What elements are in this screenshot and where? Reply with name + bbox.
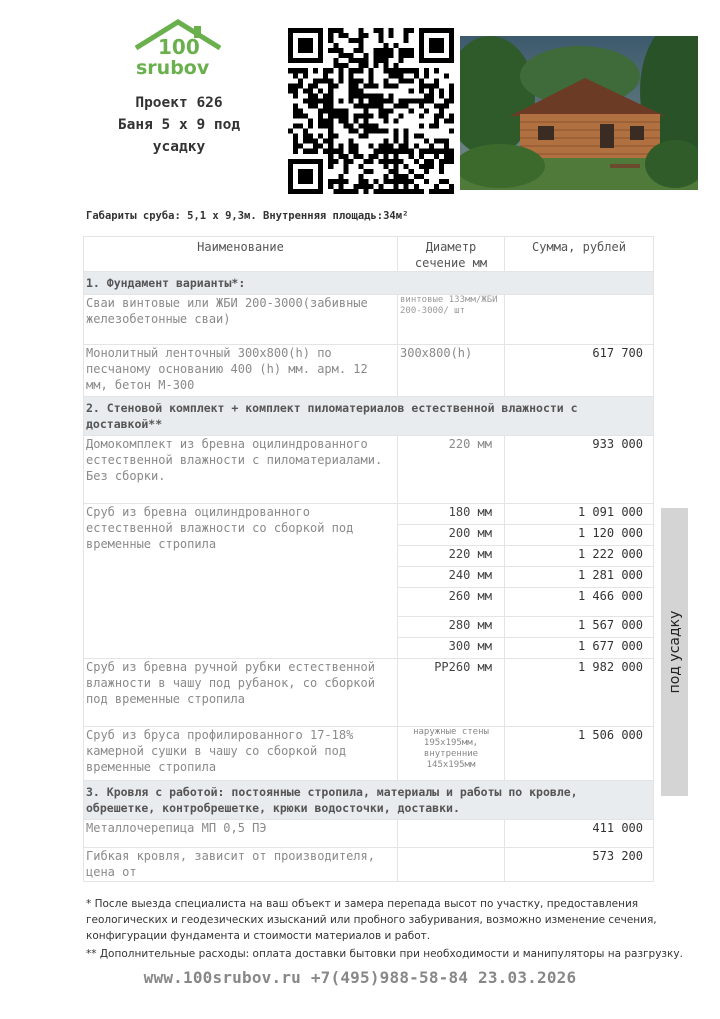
item-diameter <box>398 848 505 882</box>
side-label: под усадку <box>666 610 683 694</box>
footer-contacts: www.100srubov.ru +7(495)988-58-84 23.03.2026 <box>143 968 577 987</box>
item-sum: 1 120 000 <box>505 525 654 546</box>
header-name: Наименование <box>84 237 398 272</box>
table-row <box>84 820 654 848</box>
header-sum: Сумма, рублей <box>505 237 654 272</box>
item-diameter: 260 мм <box>398 588 505 617</box>
header-diameter: Диаметр сечение мм <box>398 237 505 272</box>
item-diameter: 220 мм <box>398 546 505 567</box>
item-diameter: 220 мм <box>398 436 505 504</box>
section-title: 1. Фундамент варианты*: <box>84 272 654 295</box>
item-diameter <box>398 820 505 848</box>
section-title: 2. Стеновой комплект + комплект пиломатериалов естественной влажности с доставкой** <box>84 397 654 436</box>
item-name: Гибкая кровля, зависит от производителя, цена от <box>84 848 398 882</box>
project-name-line1: Баня 5 х 9 под <box>117 117 241 133</box>
item-name: Сруб из бревна ручной рубки естественной влажности в чашу под рубанок, со сборкой под временные стропила <box>84 659 398 727</box>
item-sum: 573 200 <box>505 848 654 882</box>
item-sum: 1 506 000 <box>505 727 654 781</box>
qr-code <box>288 28 454 194</box>
item-diameter: наружные стены 195х195мм, внутренние 145х195мм <box>398 727 505 781</box>
table-row <box>84 727 654 781</box>
table-row <box>84 345 654 397</box>
item-diameter: 200 мм <box>398 525 505 546</box>
project-number: Проект 626 <box>135 95 223 111</box>
item-diameter: 300 мм <box>398 638 505 659</box>
project-name-line2: усадку <box>152 139 206 155</box>
section-title: 3. Кровля с работой: постоянные стропила, материалы и работы по кровле, обрешетке, контробрешетке, крюки водосточки, доставки. <box>84 781 654 820</box>
item-name: Металлочерепица МП 0,5 ПЭ <box>84 820 398 848</box>
side-label-box <box>661 508 688 796</box>
section-roof <box>84 781 654 820</box>
item-sum: 1 091 000 <box>505 504 654 525</box>
item-diameter: винтовые 133мм/ЖБИ 200-3000/ шт <box>398 295 505 345</box>
item-sum: 1 222 000 <box>505 546 654 567</box>
item-sum: 1 466 000 <box>505 588 654 617</box>
item-diameter: 280 мм <box>398 617 505 638</box>
item-name: Монолитный ленточный 300х800(h) по песчаному основанию 400 (h) мм. арм. 12 мм, бетон М-300 <box>84 345 398 397</box>
item-name: Сруб из бревна оцилиндрованного естественной влажности со сборкой под временные стропила <box>84 504 398 659</box>
table-row <box>84 504 654 525</box>
item-sum: 617 700 <box>505 345 654 397</box>
item-sum: 411 000 <box>505 820 654 848</box>
price-table <box>83 236 654 882</box>
item-name: Сруб из бруса профилированного 17-18% камерной сушки в чашу со сборкой под временные стропила <box>84 727 398 781</box>
item-diameter: 300х800(h) <box>398 345 505 397</box>
table-row <box>84 295 654 345</box>
item-sum: 1 982 000 <box>505 659 654 727</box>
item-sum: 933 000 <box>505 436 654 504</box>
item-diameter: 180 мм <box>398 504 505 525</box>
item-diameter: РР260 мм <box>398 659 505 727</box>
section-foundation <box>84 272 654 295</box>
item-name: Домокомплект из бревна оцилиндрованного естественной влажности с пиломатериалами. Без сборки. <box>84 436 398 504</box>
item-sum: 1 677 000 <box>505 638 654 659</box>
footnote-foundation: * После выезда специалиста на ваш объект и замера перепада высот по участку, предоставления геологических и геодезических изысканий или пробного забуривания, возможно изменение сечения, конфигурации фундамента и стоимости материалов и работ. <box>86 898 657 942</box>
dimensions-info: Габариты сруба: 5,1 х 9,3м. Внутренняя площадь:34м² <box>86 210 409 222</box>
section-walls <box>84 397 654 436</box>
table-header-row <box>84 237 654 272</box>
item-sum: 1 567 000 <box>505 617 654 638</box>
item-diameter: 240 мм <box>398 567 505 588</box>
logo-text-bottom: srubov <box>136 57 210 78</box>
item-sum <box>505 295 654 345</box>
house-photo <box>460 36 698 190</box>
table-row <box>84 436 654 504</box>
table-row <box>84 659 654 727</box>
logo-text-top: 100 <box>158 35 200 59</box>
footnote-expenses: ** Дополнительные расходы: оплата доставки бытовки при необходимости и манипуляторы на разгрузку. <box>86 948 683 960</box>
item-name: Сваи винтовые или ЖБИ 200-3000(забивные железобетонные сваи) <box>84 295 398 345</box>
table-row <box>84 848 654 882</box>
company-logo <box>128 18 228 78</box>
item-sum: 1 281 000 <box>505 567 654 588</box>
